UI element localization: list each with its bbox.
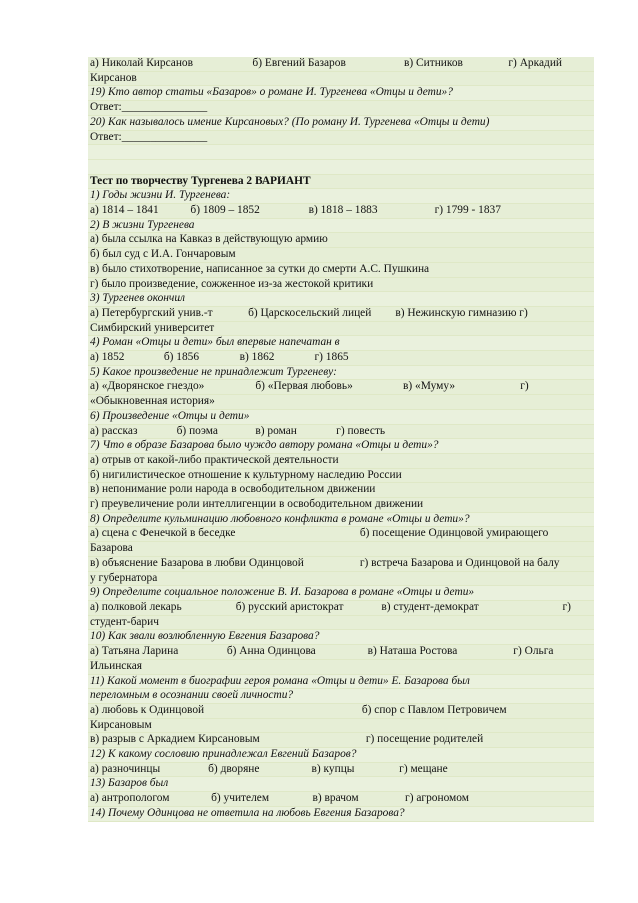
answer-option: а) сцена с Фенечкой в беседке bbox=[90, 527, 236, 540]
answer-option: студент-барич bbox=[90, 615, 159, 628]
question-row bbox=[88, 513, 594, 528]
answer-option: Кирсанов bbox=[90, 71, 137, 84]
answer-option: г) Ольга bbox=[513, 645, 554, 658]
answer-option: б) 1856 bbox=[163, 351, 200, 364]
answer-option: б) посещение Одинцовой умирающего bbox=[359, 527, 549, 540]
question-row bbox=[88, 116, 594, 131]
answer-option: Симбирский университет bbox=[90, 321, 215, 334]
answer-option: в) врачом bbox=[312, 792, 359, 805]
answer-row bbox=[88, 527, 594, 542]
answer-option: а) Петербургский унив.-т bbox=[90, 306, 213, 319]
answer-option: а) отрыв от какой-либо практической деятельности bbox=[90, 453, 339, 466]
answer-option: г) мещане bbox=[399, 762, 448, 775]
answer-option: в) 1862 bbox=[239, 351, 275, 364]
answer-option: б) нигилистическое отношение к культурному наследию России bbox=[90, 468, 402, 481]
question-row bbox=[88, 336, 594, 351]
question-row bbox=[88, 586, 594, 601]
answer-option: а) «Дворянское гнездо» bbox=[90, 380, 205, 393]
answer-row bbox=[88, 322, 594, 337]
answer-row bbox=[88, 278, 594, 293]
question-row bbox=[88, 630, 594, 645]
blank-row bbox=[88, 145, 594, 160]
answer-option: а) была ссылка на Кавказ в действующую армию bbox=[90, 233, 328, 246]
answer-option: г) 1865 bbox=[314, 351, 349, 364]
answer-option: б) русский аристократ bbox=[235, 600, 344, 613]
answer-row bbox=[88, 719, 594, 734]
answer-row bbox=[88, 72, 594, 87]
answer-row bbox=[88, 704, 594, 719]
answer-option: б) был суд с И.А. Гончаровым bbox=[90, 248, 236, 261]
answer-option: б) спор с Павлом Петровичем bbox=[361, 703, 507, 716]
answer-row bbox=[88, 395, 594, 410]
answer-option: в) Ситников bbox=[404, 57, 463, 69]
answer-option: Ответ:_______________ bbox=[90, 101, 208, 114]
answer-option: б) поэма bbox=[176, 424, 218, 437]
answer-row bbox=[88, 263, 594, 278]
question-row bbox=[88, 777, 594, 792]
answer-option: в) 1818 – 1883 bbox=[308, 204, 378, 216]
answer-row bbox=[88, 660, 594, 675]
question-row bbox=[88, 219, 594, 234]
section-title bbox=[88, 175, 594, 190]
answer-option: Ильинская bbox=[90, 659, 143, 672]
question-text: 20) Как называлось имение Кирсановых? (По роману И. Тургенева «Отцы и дети) bbox=[90, 115, 490, 128]
question-text: 1) Годы жизни И. Тургенева: bbox=[90, 189, 231, 202]
question-text: 14) Почему Одинцова не ответила на любовь Евгения Базарова? bbox=[90, 806, 405, 819]
answer-row bbox=[88, 557, 594, 572]
blank-row bbox=[88, 160, 594, 175]
answer-option: в) Нежинскую гимназию г) bbox=[395, 306, 528, 319]
answer-option: «Обыкновенная история» bbox=[90, 395, 215, 408]
answer-row bbox=[88, 57, 594, 72]
answer-option: в) роман bbox=[255, 424, 297, 437]
answer-row bbox=[88, 101, 594, 116]
answer-option: а) полковой лекарь bbox=[90, 600, 182, 613]
answer-option: б) 1809 – 1852 bbox=[190, 204, 260, 216]
answer-option: а) рассказ bbox=[90, 424, 138, 437]
answer-option: г) Аркадий bbox=[508, 57, 563, 69]
answer-option: Базарова bbox=[90, 542, 133, 555]
question-text: переломным в осознании своей личности? bbox=[90, 689, 294, 702]
question-row bbox=[88, 675, 594, 690]
question-text: 7) Что в образе Базарова было чуждо автору романа «Отцы и дети»? bbox=[90, 439, 439, 452]
answer-row bbox=[88, 380, 594, 395]
answer-option: а) любовь к Одинцовой bbox=[90, 703, 205, 716]
test-sheet bbox=[88, 57, 594, 822]
answer-row bbox=[88, 483, 594, 498]
answer-option: г) посещение родителей bbox=[365, 733, 484, 746]
question-text: 10) Как звали возлюбленную Евгения Базарова? bbox=[90, 630, 320, 643]
answer-row bbox=[88, 351, 594, 366]
answer-option: Ответ:_______________ bbox=[90, 130, 208, 143]
section-title-text: Тест по творчеству Тургенева 2 ВАРИАНТ bbox=[90, 174, 311, 187]
answer-option: г) агрономом bbox=[405, 792, 469, 805]
answer-option: в) «Муму» bbox=[403, 380, 456, 393]
answer-option: г) 1799 - 1837 bbox=[434, 204, 501, 216]
answer-option: а) 1814 – 1841 bbox=[90, 204, 159, 216]
question-text: 19) Кто автор статьи «Базаров» о романе И. Тургенева «Отцы и дети»? bbox=[90, 86, 453, 99]
answer-option: у губернатора bbox=[90, 571, 158, 584]
answer-option: г) bbox=[562, 600, 571, 613]
answer-option: б) «Первая любовь» bbox=[255, 380, 353, 393]
answer-option: а) антропологом bbox=[90, 792, 170, 805]
answer-option: в) было стихотворение, написанное за сутки до смерти А.С. Пушкина bbox=[90, 262, 430, 275]
question-row bbox=[88, 748, 594, 763]
answer-option: в) непонимание роли народа в освободительном движении bbox=[90, 483, 376, 496]
question-row bbox=[88, 189, 594, 204]
answer-option: Кирсановым bbox=[90, 718, 152, 731]
question-text: 6) Произведение «Отцы и дети» bbox=[90, 409, 250, 422]
answer-option: а) разночинцы bbox=[90, 762, 161, 775]
question-text: 11) Какой момент в биографии героя романа «Отцы и дети» Е. Базарова был bbox=[90, 674, 470, 687]
answer-row bbox=[88, 248, 594, 263]
answer-row bbox=[88, 542, 594, 557]
answer-option: б) дворяне bbox=[208, 762, 260, 775]
answer-row bbox=[88, 233, 594, 248]
answer-row bbox=[88, 733, 594, 748]
answer-option: г) bbox=[520, 380, 529, 393]
answer-option: в) Наташа Ростова bbox=[367, 645, 458, 658]
question-text: 5) Какое произведение не принадлежит Тургеневу: bbox=[90, 365, 337, 378]
question-row bbox=[88, 410, 594, 425]
answer-option: б) Евгений Базаров bbox=[252, 57, 346, 69]
answer-option: в) разрыв с Аркадием Кирсановым bbox=[90, 733, 260, 746]
answer-row bbox=[88, 469, 594, 484]
answer-option: а) Татьяна Ларина bbox=[90, 645, 179, 658]
question-text: 8) Определите кульминацию любовного конфликта в романе «Отцы и дети»? bbox=[90, 512, 470, 525]
answer-option: б) Анна Одинцова bbox=[226, 645, 316, 658]
question-row bbox=[88, 292, 594, 307]
question-text: 12) К какому сословию принадлежал Евгений Базаров? bbox=[90, 748, 357, 761]
answer-row bbox=[88, 645, 594, 660]
answer-option: а) 1852 bbox=[90, 351, 125, 364]
answer-row bbox=[88, 572, 594, 587]
answer-option: г) было произведение, сожженное из-за жестокой критики bbox=[90, 277, 374, 290]
answer-option: г) повесть bbox=[336, 424, 386, 437]
answer-option: г) встреча Базарова и Одинцовой на балу bbox=[359, 556, 560, 569]
question-text: 4) Роман «Отцы и дети» был впервые напечатан в bbox=[90, 336, 340, 349]
question-row bbox=[88, 807, 594, 822]
answer-option: б) учителем bbox=[211, 792, 270, 805]
answer-option: б) Царскосельский лицей bbox=[248, 306, 372, 319]
answer-option: в) студент-демократ bbox=[381, 600, 479, 613]
answer-row bbox=[88, 498, 594, 513]
answer-row bbox=[88, 792, 594, 807]
answer-row bbox=[88, 454, 594, 469]
answer-option: в) объяснение Базарова в любви Одинцовой bbox=[90, 556, 304, 569]
question-row bbox=[88, 689, 594, 704]
answer-row bbox=[88, 204, 594, 219]
answer-row bbox=[88, 425, 594, 440]
answer-row bbox=[88, 131, 594, 146]
question-text: 9) Определите социальное положение В. И. Базарова в романе «Отцы и дети» bbox=[90, 586, 475, 599]
answer-row bbox=[88, 307, 594, 322]
answer-row bbox=[88, 616, 594, 631]
question-row bbox=[88, 86, 594, 101]
answer-row bbox=[88, 763, 594, 778]
question-row bbox=[88, 439, 594, 454]
answer-option: а) Николай Кирсанов bbox=[90, 57, 194, 69]
answer-option: в) купцы bbox=[311, 762, 355, 775]
question-text: 3) Тургенев окончил bbox=[90, 292, 186, 305]
answer-row bbox=[88, 601, 594, 616]
question-text: 2) В жизни Тургенева bbox=[90, 218, 195, 231]
answer-option: г) преувеличение роли интеллигенции в освободительном движении bbox=[90, 498, 424, 511]
question-text: 13) Базаров был bbox=[90, 777, 169, 790]
question-row bbox=[88, 366, 594, 381]
